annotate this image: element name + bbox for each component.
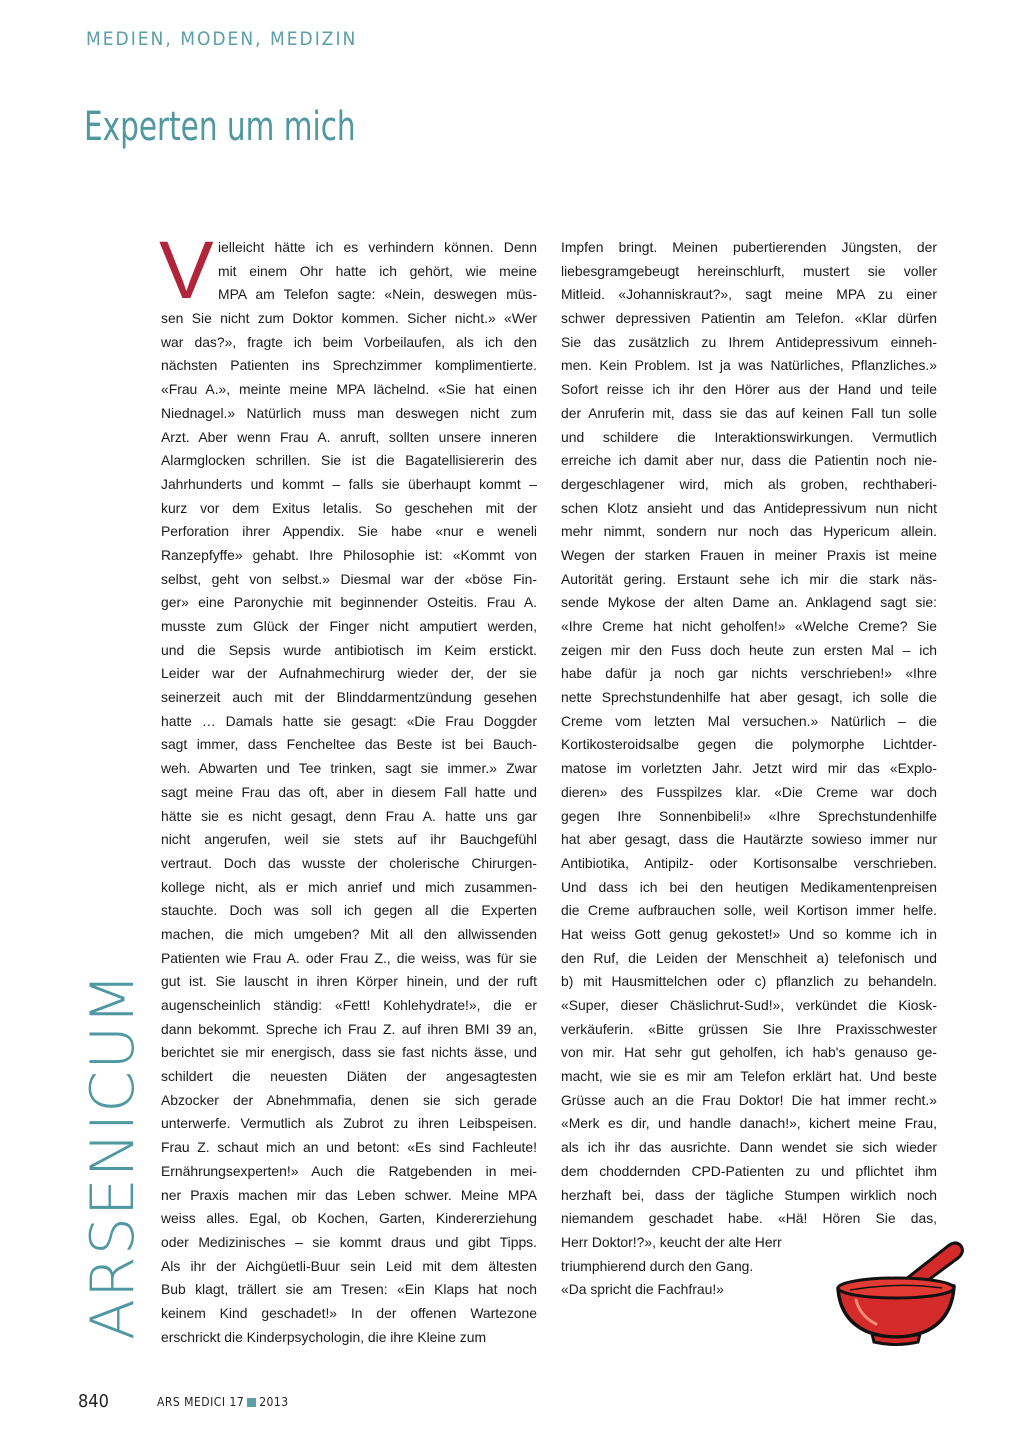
text-line: schen Klotz ansieht und das Antidepressivum nun nicht: [561, 499, 937, 516]
text-line: sen Sie nicht zum Doktor kommen. Sicher nicht.» «Wer: [161, 310, 537, 327]
text-line: und schildere die Interaktionswirkungen. Vermutlich: [561, 428, 937, 445]
text-line: zeigen mir den Fuss doch heute zun ersten Mal – ich: [561, 641, 937, 658]
text-line: Antibiotika, Antipilz- oder Kortisonsalbe verschrieben.: [561, 854, 937, 871]
text-line: Niednagel.» Natürlich muss man deswegen nicht zum: [161, 404, 537, 421]
text-line: unterwerfe. Vermutlich als Zubrot zu ihren Leibspeisen.: [161, 1115, 537, 1132]
text-line: kurz vor dem Exitus letalis. So geschehen mit der: [161, 499, 537, 516]
text-line: machen, die mich umgeben? Mit all den allwissenden: [161, 925, 537, 942]
journal-name: ARS MEDICI 17: [157, 1395, 245, 1409]
text-line: seinerzeit auch mit der Blinddarmentzündung gesehen: [161, 689, 537, 706]
text-line: vertraut. Doch das wusste der cholerische Chirurgen-: [161, 854, 537, 871]
text-line: herzhaft bei, dass der tägliche Stumpen wirklich noch: [561, 1186, 937, 1203]
text-line: mehr nimmt, sondern nur noch das Hypericum allein.: [561, 523, 937, 540]
text-line: nächsten Patienten ins Sprechzimmer komplimentierte.: [161, 357, 537, 374]
left-column: [159, 225, 537, 1349]
text-line: niemandem geschadet habe. «Hä! Hören Sie das,: [561, 1210, 937, 1227]
text-line: hat aber gesagt, dass die Hautärzte sowieso immer nur: [561, 831, 937, 848]
text-line: Als ihr der Aichgüetli-Buur sein Leid mit dem ältesten: [161, 1257, 537, 1274]
text-line: Kortikosteroidsalbe gegen die polymorphe Lichtder-: [561, 736, 937, 753]
text-line: Sie das zusätzlich zu Ihrem Antidepressivum einneh-: [561, 333, 937, 350]
drop-cap: V: [159, 225, 214, 316]
vertical-section-label: ARSENICUM: [78, 972, 148, 1340]
text-line: nicht angerufen, weil sie stets auf ihr Bauchgefühl: [161, 831, 537, 848]
text-line: mit einem Ohr hatte ich gehört, wie meine: [218, 262, 537, 279]
text-line: ielleicht hätte ich es verhindern können. Denn: [218, 239, 537, 255]
text-line: Leider war der Aufnahmechirurg wieder der, der sie: [161, 665, 537, 682]
text-line: selbst, geht von selbst.» Diesmal war der «böse Fin-: [161, 570, 537, 587]
text-line: Und dass ich bei den heutigen Medikamentenpreisen: [561, 878, 937, 895]
text-line: oder Medizinisches – sie kommt draus und gibt Tipps.: [161, 1233, 537, 1250]
text-line: der Anruferin mit, dass sie das auf keinen Fall tun solle: [561, 404, 937, 421]
text-line: weh. Abwarten und Tee trinken, sagt sie immer.» Zwar: [161, 760, 537, 777]
text-line: und die Sepsis wurde antibiotisch im Keim erstickt.: [161, 641, 537, 658]
text-line: war das?», fragte ich beim Vorbeilaufen, als ich den: [161, 333, 537, 350]
text-line: sagt meine Frau das oft, aber in diesem Fall hatte und: [161, 783, 537, 800]
article-title: Experten um mich: [84, 104, 356, 150]
text-line: verkäuferin. «Bitte grüssen Sie Ihre Praxisschwester: [561, 1020, 937, 1037]
text-line: «Super, dieser Chäslichrut-Sud!», verkündet die Kiosk-: [561, 997, 937, 1013]
page-number: 840: [78, 1391, 109, 1412]
right-column: [561, 236, 937, 1302]
text-line: den Ruf, die Leiden der Menschheit a) telefonisch und: [561, 949, 937, 966]
text-line: Wegen der starken Frauen in meiner Praxis ist meine: [561, 546, 937, 563]
text-line: hatte … Damals hatte sie gesagt: «Die Frau Doggder: [161, 712, 537, 729]
journal-year: 2013: [259, 1395, 289, 1409]
text-line: erreiche ich damit aber nur, dass die Patientin noch nie-: [561, 452, 937, 469]
text-line: b) mit Hausmittelchen oder c) pflanzlich zu behandeln.: [561, 973, 937, 990]
text-line: Impfen bringt. Meinen pubertierenden Jüngsten, der: [561, 239, 937, 255]
text-line: dem choddernden CPD-Patienten zu und pflichtet ihm: [561, 1162, 937, 1179]
text-line: habe dafür ja noch gar nichts verschrieben!» «Ihre: [561, 665, 937, 682]
text-line: dergeschlagener wird, mich als groben, rechthaberi-: [561, 475, 937, 492]
text-line: dieren» des Fusspilzes klar. «Die Creme war doch: [561, 783, 937, 800]
text-line: Ernährungsexperten!» Auch die Ratgebenden in mei-: [161, 1162, 537, 1179]
text-line: hätte sie es nicht gesagt, denn Frau A. hatte uns gar: [161, 807, 537, 824]
text-line: kollege nicht, als er mich anrief und mich zusammen-: [161, 878, 537, 895]
footer-square-icon: [247, 1398, 256, 1407]
text-line: «Merk es dir, und handle danach!», kichert meine Frau,: [561, 1115, 937, 1132]
text-line: Jahrhunderts und kommt – falls sie überhaupt kommt –: [161, 475, 537, 492]
text-line: schildert die neuesten Diäten der angesagtesten: [161, 1068, 537, 1085]
text-line: Hat weiss Gott genug gekostet!» Und so komme ich in: [561, 925, 937, 942]
text-line: Creme vom letzten Mal versuchen.» Natürlich – die: [561, 712, 937, 729]
text-line: stauchte. Doch was soll ich gegen all die Experten: [161, 902, 537, 919]
text-line: gegen Ihre Sonnenbibeli!» «Ihre Sprechstundenhilfe: [561, 807, 937, 824]
text-line: Bub klagt, trällert sie am Tresen: «Ein Klaps hat noch: [161, 1281, 537, 1298]
text-line: weiss alles. Egal, ob Kochen, Garten, Kindererziehung: [161, 1210, 537, 1227]
text-line: dann bekommt. Spreche ich Frau Z. auf ihren BMI 39 an,: [161, 1020, 537, 1037]
text-line: Patienten wie Frau A. oder Frau Z., die weiss, was für sie: [161, 949, 537, 966]
section-kicker: MEDIEN, MODEN, MEDIZIN: [86, 28, 358, 50]
text-line: Arzt. Aber wenn Frau A. anruft, sollten unsere inneren: [161, 428, 537, 445]
text-line: Herr Doktor!?», keucht der alte Herr: [561, 1233, 782, 1250]
text-line: augenscheinlich ständig: «Fett! Kohlehydrate!», die er: [161, 997, 537, 1013]
text-line: musste zum Glück der Finger nicht amputiert werden,: [161, 618, 537, 634]
text-line: Alarmglocken schrillen. Sie ist die Bagatellisiererin des: [161, 452, 537, 469]
text-line: Abzocker der Abnehmmafia, denen sie sich gerade: [161, 1091, 537, 1108]
text-line: ner Praxis machen mir das Leben schwer. Meine MPA: [161, 1186, 537, 1203]
text-line: Perforation ihrer Appendix. Sie habe «nur e weneli: [161, 523, 537, 540]
text-line: gut ist. Sie lauscht in ihren Körper hinein, und der ruft: [161, 973, 537, 990]
journal-footer: [157, 1395, 289, 1409]
text-line: Frau Z. schaut mich an und betont: «Es sind Fachleute!: [161, 1139, 537, 1156]
text-line: berichtet sie mir energisch, dass sie fast nichts ässe, und: [161, 1044, 537, 1061]
text-line: schwer depressiven Patientin am Telefon. «Klar dürfen: [561, 310, 937, 327]
text-line: liebesgramgebeugt hereinschlurft, mustert sie voller: [561, 262, 937, 279]
text-line: «Ihre Creme hat nicht geholfen!» «Welche Creme? Sie: [561, 618, 937, 634]
text-line: triumphierend durch den Gang.: [561, 1257, 754, 1274]
text-line: von mir. Hat sehr gut geholfen, ich hab's genauso ge-: [561, 1044, 937, 1061]
text-line: Sofort reisse ich ihr den Hörer aus der Hand und teile: [561, 381, 937, 398]
text-line: «Frau A.», meinte meine MPA lächelnd. «Sie hat einen: [161, 381, 537, 398]
text-line: Mitleid. «Johanniskraut?», sagt meine MPA zu einer: [561, 286, 937, 303]
text-line: nette Sprechstundenhilfe hat aber gesagt, ich solle die: [561, 689, 937, 706]
text-line: «Da spricht die Fachfrau!»: [561, 1281, 724, 1298]
text-line: ger» eine Paronychie mit beginnender Osteitis. Frau A.: [161, 594, 537, 611]
text-line: Ranzepfyffe» gehabt. Ihre Philosophie ist: «Kommt von: [161, 546, 537, 563]
text-line: men. Kein Problem. Ist ja was Natürliches, Pflanzliches.»: [561, 357, 937, 374]
text-line: Grüsse auch an die Frau Doktor! Die hat immer recht.»: [561, 1091, 937, 1108]
text-line: matose im vorletzten Jahr. Jetzt wird mir das «Explo-: [561, 760, 937, 777]
text-line: macht, wie sie es mir am Telefon erklärt hat. Und beste: [561, 1068, 937, 1085]
text-line: keinem Kind geschadet!» In der offenen Wartezone: [161, 1304, 537, 1321]
text-line: als ich ihr das ausrichte. Dann wendet sie sich wieder: [561, 1139, 937, 1156]
text-line: die Creme aufbrauchen solle, weil Kortison immer helfe.: [561, 902, 937, 919]
text-line: sagt immer, dass Fencheltee das Beste ist bei Bauch-: [161, 736, 537, 753]
mortar-and-pestle-icon: [820, 1228, 970, 1348]
text-line: erschrickt die Kinderpsychologin, die ihre Kleine zum: [161, 1328, 487, 1345]
text-line: sende Mykose der alten Dame an. Anklagend sagt sie:: [561, 594, 937, 611]
text-line: MPA am Telefon sagte: «Nein, deswegen müs-: [218, 286, 537, 303]
text-line: Autorität gering. Erstaunt sehe ich mir die stark näs-: [561, 570, 937, 587]
